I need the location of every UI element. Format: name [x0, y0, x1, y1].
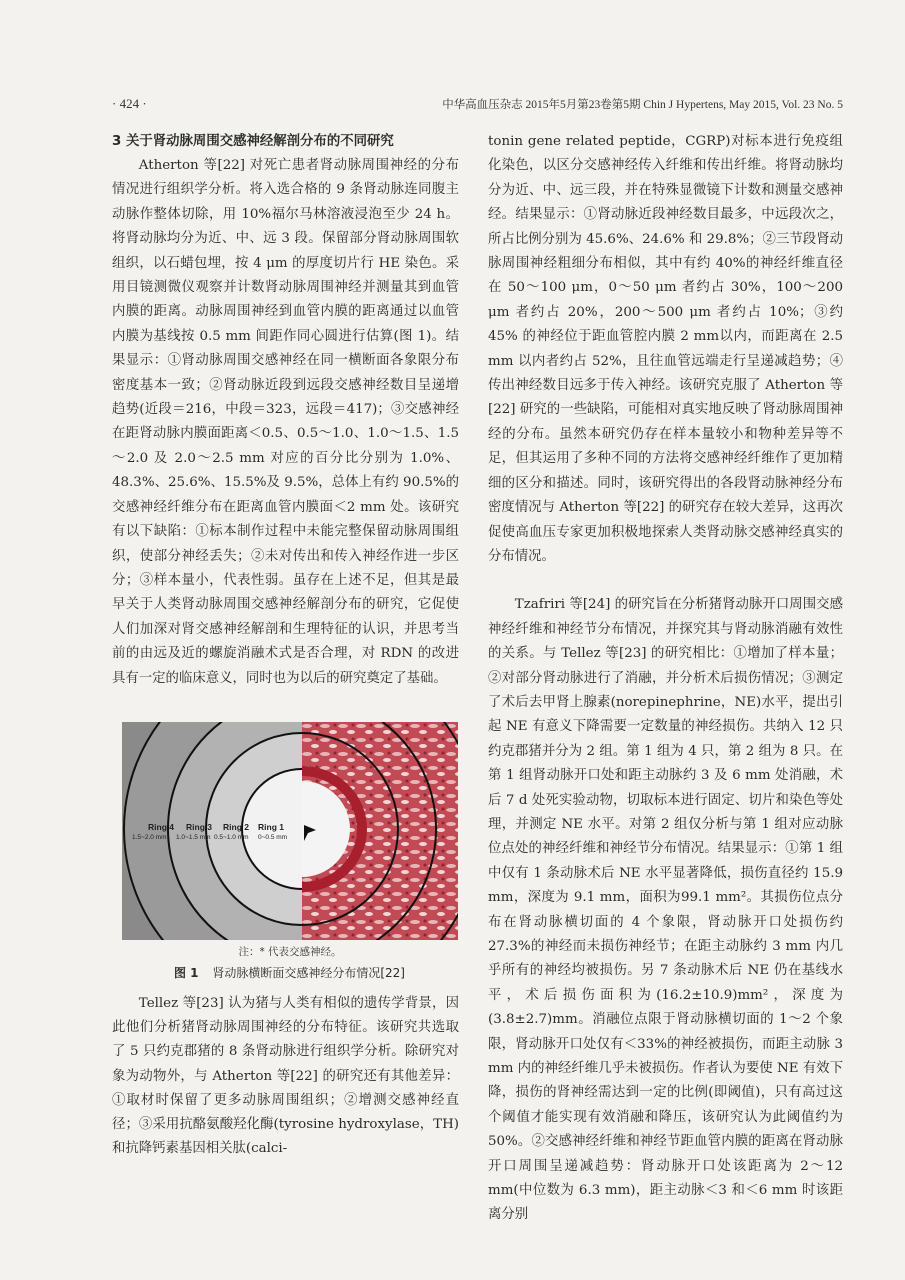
ring-2-label: Ring 2	[223, 822, 249, 832]
left-column-bottom	[112, 992, 459, 1161]
section-title: 3 关于肾动脉周围交感神经解剖分布的不同研究	[112, 134, 394, 149]
right-paragraph-1: tonin gene related peptide，CGRP)对标本进行免疫组化染色，以区分交感神经传入纤维和传出纤维。将肾动脉均分为近、中、远三段，并在特殊显微镜下计数和测量交感神经。结果显示：①肾动脉近段神经数目最多，中远段次之，所占比例分别为 45.6%、24.6% 和 29.8%；②三节段肾动脉周围神经粗细分布相似，其中有约 40%的神经纤维直径在 50～100 μm，0～50 μm 者约占 30%，100～200 μm 者约占 20%，200～500 μm 者约占 10%；③约 45% 的神经位于距血管腔内膜 2 mm以内，而距离在 2.5 mm 以内者约占 52%，且往血管远端走行呈递减趋势；④传出神经数目远多于传入神经。该研究克服了 Atherton 等[22] 研究的一些缺陷，可能相对真实地反映了肾动脉周围神经的分布。虽然本研究仍存在样本量较小和物种差异等不足，但其运用了多种不同的方法将交感神经纤维作了更加精细的区分和描述。同时，该研究得出的各段肾动脉神经分布密度情况与 Atherton 等[22] 的研究存在较大差异，这再次促使高血压专家更加积极地探索人类肾动脉交感神经真实的分布情况。	[488, 134, 843, 564]
figure-note: 注：* 代表交感神经。	[238, 946, 342, 958]
left-paragraph-2: Tellez 等[23] 认为猪与人类有相似的遗传学背景，因此他们分析猪肾动脉周围神经的分布特征。该研究共选取了 5 只约克郡猪的 8 条肾动脉进行组织学分析。除研究对象为动物外，与 Atherton 等[22] 的研究还有其他差异：①取材时保留了更多动脉周围组织；②增测交感神经直径；③采用抗酪氨酸羟化酶(tyrosine hydroxylase，TH)和抗降钙素基因相关肽(calci-	[112, 996, 459, 1157]
ring-diagram-svg	[122, 722, 458, 940]
figure-caption-label: 图 1	[174, 966, 199, 980]
figure-ring-diagram	[122, 722, 458, 940]
left-column	[112, 130, 459, 691]
figure-caption	[122, 964, 458, 981]
ring-2-range: 0.5~1.0 mm	[214, 834, 249, 841]
journal-running-head: 中华高血压杂志 2015年5月第23卷第5期 Chin J Hypertens, May 2015, Vol. 23 No. 5	[442, 99, 843, 111]
figure-caption-text: 肾动脉横断面交感神经分布情况[22]	[212, 966, 405, 980]
ring-3-label: Ring 3	[186, 822, 212, 832]
left-paragraph-1: Atherton 等[22] 对死亡患者肾动脉周围神经的分布情况进行组织学分析。将入选合格的 9 条肾动脉连同腹主动脉作整体切除，用 10%福尔马林溶液浸泡至少 24 h。将肾动脉均分为近、中、远 3 段。保留部分肾动脉周围软组织，以石蜡包埋，按 4 μm 的厚度切片行 HE 染色。采用目镜测微仪观察并计数肾动脉周围神经并测量其到血管内膜的距离。动脉周围神经到血管内膜的距离通过以血管内膜为基线按 0.5 mm 间距作同心圆进行估算(图 1)。结果显示：①肾动脉周围交感神经在同一横断面各象限分布密度基本一致；②肾动脉近段到远段交感神经数目呈递增趋势(近段＝216，中段＝323，远段＝417)；③交感神经在距肾动脉内膜面距离＜0.5、0.5～1.0、1.0～1.5、1.5～2.0 及 2.0～2.5 mm 对应的百分比分别为 1.0%、48.3%、25.6%、15.5%及 9.5%，总体上有约 90.5%的交感神经纤维分布在距离血管内膜面＜2 mm 处。该研究有以下缺陷：①标本制作过程中未能完整保留动脉周围组织，使部分神经丢失；②未对传出和传入神经作进一步区分；③样本量小，代表性弱。虽存在上述不足，但其是最早关于人类肾动脉周围交感神经解剖分布的研究，它促使人们加深对肾交感神经解剖和生理特征的认识，并思考当前的由远及近的螺旋消融术式是否合理，对 RDN 的改进具有一定的临床意义，同时也为以后的研究奠定了基础。	[112, 158, 459, 686]
page-number: · 424 ·	[112, 96, 147, 111]
ring-4-label: Ring 4	[148, 822, 174, 832]
ring-1-range: 0~0.5 mm	[258, 834, 288, 841]
ring-4-range: 1.5~2.0 mm	[132, 834, 167, 841]
page-header	[112, 94, 843, 116]
ring-1-label: Ring 1	[258, 822, 284, 832]
ring-3-range: 1.0~1.5 mm	[176, 834, 211, 841]
right-paragraph-2: Tzafriri 等[24] 的研究旨在分析猪肾动脉开口周围交感神经纤维和神经节分布情况，并探究其与肾动脉消融有效性的关系。与 Tellez 等[23] 的研究相比：①增加了样本量；②对部分肾动脉进行了消融，并分析术后损伤情况；③测定了术后去甲肾上腺素(norepinephrine，NE)水平，提出引起 NE 有意义下降需要一定数量的神经损伤。共纳入 12 只约克郡猪并分为 2 组。第 1 组为 4 只，第 2 组为 8 只。在第 1 组肾动脉开口处和距主动脉约 3 及 6 mm 处消融，术后 7 d 处死实验动物，切取标本进行固定、切片和染色等处理，并测定 NE 水平。对第 2 组仅分析与第 1 组对应动脉位点处的神经纤维和神经节分布情况。结果显示：①第 1 组中仅有 1 条动脉术后 NE 水平显著降低，损伤直径约 15.9 mm，深度为 9.1 mm，面积为99.1 mm²。其损伤位点分布在肾动脉横切面的 4 个象限，肾动脉开口处损伤约 27.3%的神经而未损伤神经节；在距主动脉约 3 mm 内几乎所有的神经均被损伤。另 7 条动脉术后 NE 仍在基线水平，术后损伤面积为(16.2±10.9)mm²，深度为(3.8±2.7)mm。消融位点限于肾动脉横切面的 1～2 个象限，肾动脉开口处仅有＜33%的神经被损伤，而距主动脉 3 mm 内的神经纤维几乎未被损伤。作者认为要使 NE 有效下降，损伤的肾神经需达到一定的比例(即阈值)，只有高过这个阈值才能实现有效消融和降压，该研究认为此阈值约为 50%。②交感神经纤维和神经节距血管内膜的距离在肾动脉开口周围呈递减趋势：肾动脉开口处该距离为 2～12 mm(中位数为 6.3 mm)，距主动脉＜3 和＜6 mm 时该距离分别	[488, 597, 843, 1223]
right-column	[488, 130, 843, 1228]
